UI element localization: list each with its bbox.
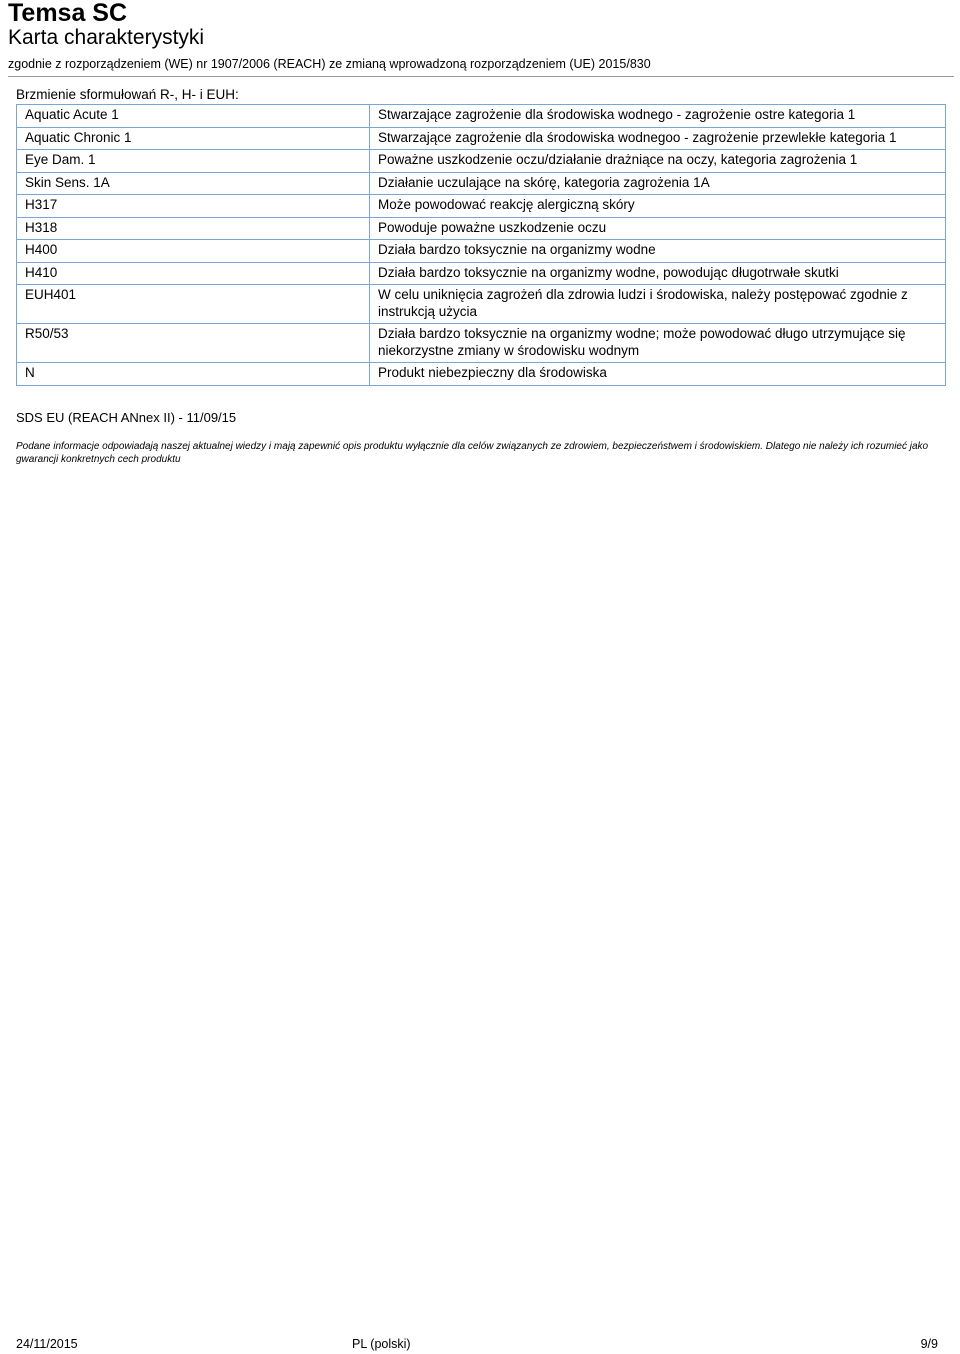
disclaimer-text: Podane informacje odpowiadają naszej aktualnej wiedzy i mają zapewnić opis produktu wyłącznie dla celów związanych ze zdrowiem, bezpieczeństwem i środowiskiem. Dlatego nie należy ich rozumieć jako gwarancji konkretnych cech produktu: [16, 441, 929, 465]
product-name: Temsa SC: [8, 0, 128, 27]
hazard-description-cell: Działa bardzo toksycznie na organizmy wodne, powodując długotrwałe skutki: [370, 262, 946, 285]
hazard-description-cell: Działa bardzo toksycznie na organizmy wodne: [370, 240, 946, 263]
document-type: Karta charakterystyki: [8, 26, 205, 49]
document-header: [8, 0, 952, 72]
table-row: [17, 172, 946, 195]
section-title: Brzmienie sformułowań R-, H- i EUH:: [16, 87, 239, 102]
hazard-description-cell: W celu uniknięcia zagrożeń dla zdrowia ludzi i środowiska, należy postępować zgodnie z instrukcją użycia: [370, 285, 946, 324]
hazard-code-cell: Aquatic Acute 1: [17, 105, 370, 128]
hazard-description-cell: Może powodować reakcję alergiczną skóry: [370, 195, 946, 218]
table-row: [17, 262, 946, 285]
hazard-description-cell: Poważne uszkodzenie oczu/działanie drażniące na oczy, kategoria zagrożenia 1: [370, 150, 946, 173]
hazard-code-cell: R50/53: [17, 324, 370, 363]
hazard-code-cell: Skin Sens. 1A: [17, 172, 370, 195]
hazard-description-cell: Stwarzające zagrożenie dla środowiska wodnegoo - zagrożenie przewlekłe kategoria 1: [370, 127, 946, 150]
table-row: [17, 240, 946, 263]
hazard-code-cell: Eye Dam. 1: [17, 150, 370, 173]
hazard-code-cell: H400: [17, 240, 370, 263]
hazard-code-cell: EUH401: [17, 285, 370, 324]
hazard-code-cell: H317: [17, 195, 370, 218]
hazard-code-cell: N: [17, 363, 370, 386]
table-row: [17, 285, 946, 324]
table-row: [17, 105, 946, 128]
hazard-description-cell: Powoduje poważne uszkodzenie oczu: [370, 217, 946, 240]
hazard-statements-table: [16, 104, 946, 386]
table-row: [17, 363, 946, 386]
hazard-description-cell: Działa bardzo toksycznie na organizmy wodne; może powodować długo utrzymujące się niekorzystne zmiany w środowisku wodnym: [370, 324, 946, 363]
table-row: [17, 150, 946, 173]
table-row: [17, 195, 946, 218]
regulation-line: zgodnie z rozporządzeniem (WE) nr 1907/2006 (REACH) ze zmianą wprowadzoną rozporządzeniem (UE) 2015/830: [8, 57, 651, 71]
hazard-code-cell: Aquatic Chronic 1: [17, 127, 370, 150]
table-row: [17, 324, 946, 363]
sds-reference: SDS EU (REACH ANnex II) - 11/09/15: [16, 410, 237, 425]
table-row: [17, 127, 946, 150]
hazard-code-cell: H318: [17, 217, 370, 240]
hazard-description-cell: Działanie uczulające na skórę, kategoria zagrożenia 1A: [370, 172, 946, 195]
footer-language: PL (polski): [352, 1337, 411, 1351]
header-divider: [8, 76, 954, 77]
footer-date: 24/11/2015: [16, 1337, 78, 1351]
hazard-description-cell: Stwarzające zagrożenie dla środowiska wodnego - zagrożenie ostre kategoria 1: [370, 105, 946, 128]
table-row: [17, 217, 946, 240]
footer-page-number: 9/9: [920, 1337, 938, 1351]
hazard-code-cell: H410: [17, 262, 370, 285]
hazard-description-cell: Produkt niebezpieczny dla środowiska: [370, 363, 946, 386]
